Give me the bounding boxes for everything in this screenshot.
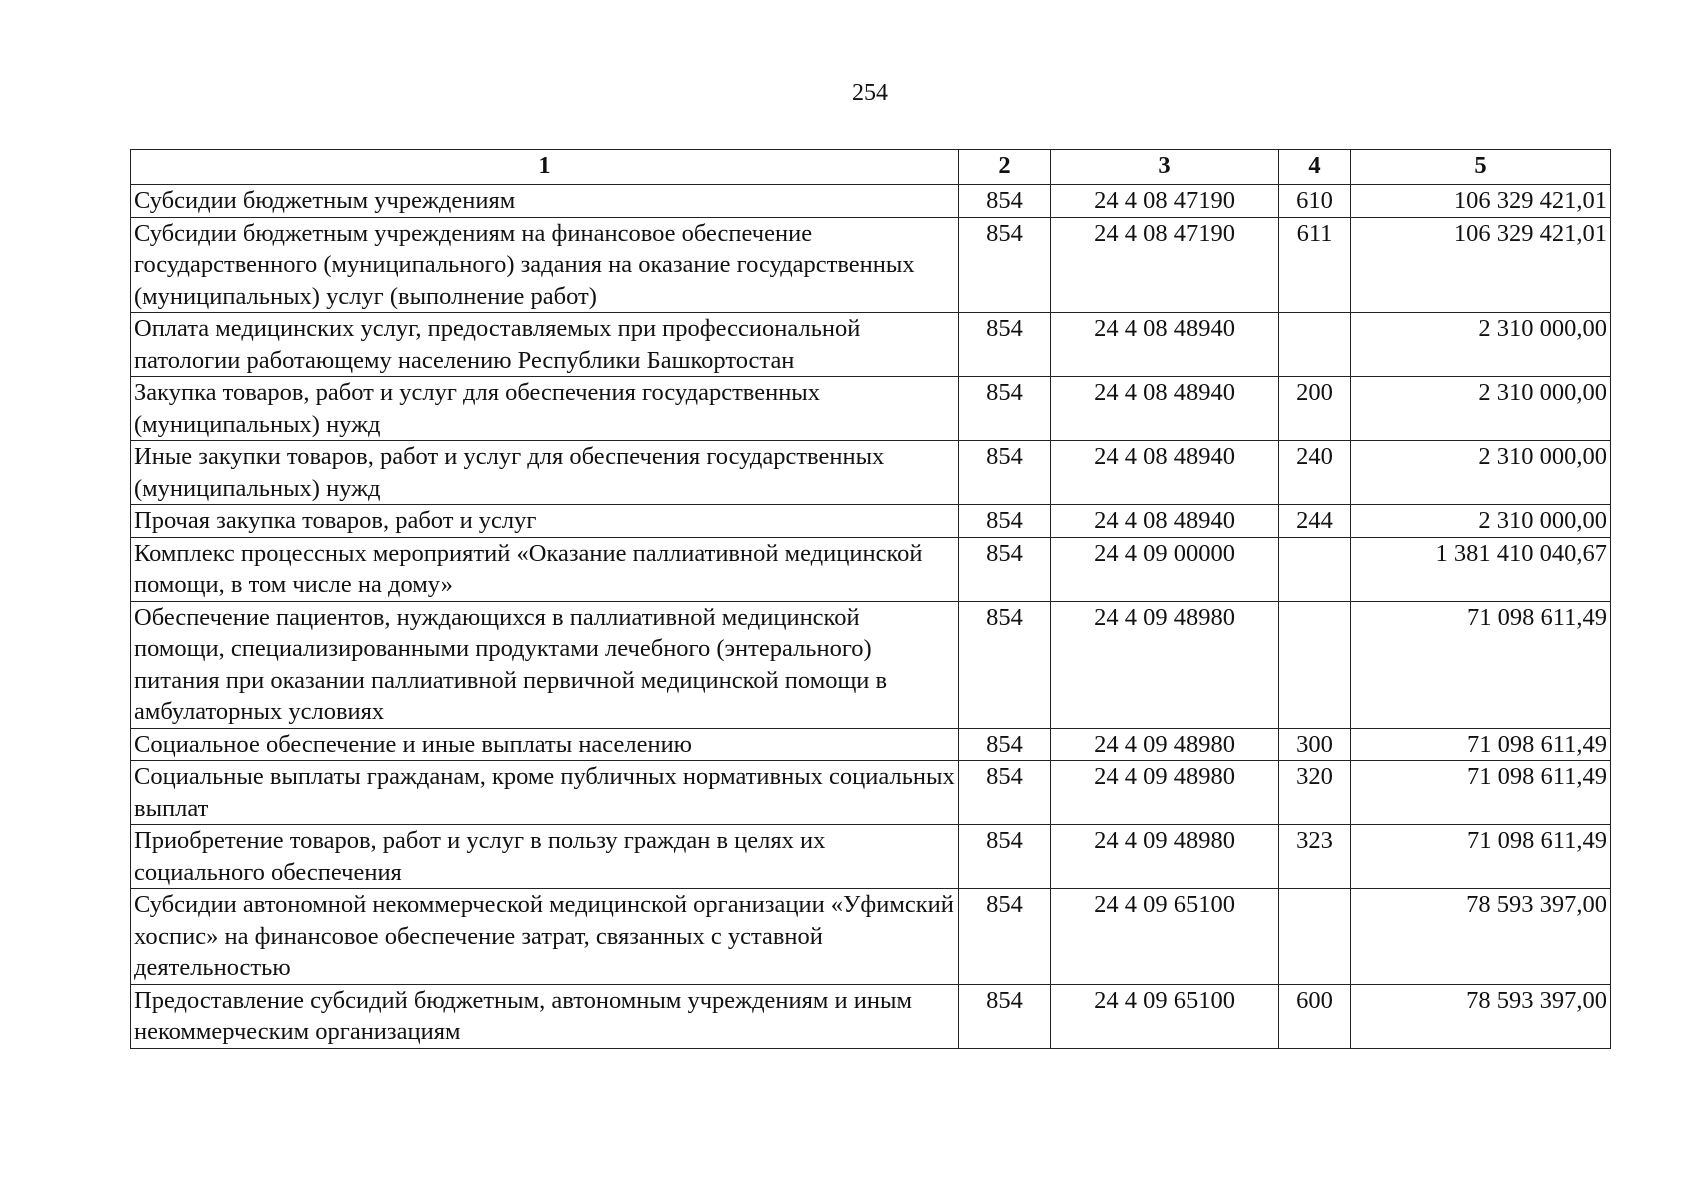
amount-cell: 106 329 421,01 bbox=[1351, 217, 1611, 313]
column-header: 4 bbox=[1279, 150, 1351, 185]
table-row bbox=[131, 313, 1611, 377]
table-row bbox=[131, 984, 1611, 1048]
amount-cell: 71 098 611,49 bbox=[1351, 825, 1611, 889]
admin-code-cell: 854 bbox=[959, 761, 1051, 825]
table-row bbox=[131, 441, 1611, 505]
target-article-cell: 24 4 09 48980 bbox=[1051, 825, 1279, 889]
admin-code-cell: 854 bbox=[959, 185, 1051, 218]
amount-cell: 1 381 410 040,67 bbox=[1351, 537, 1611, 601]
table-row bbox=[131, 761, 1611, 825]
target-article-cell: 24 4 09 48980 bbox=[1051, 728, 1279, 761]
target-article-cell: 24 4 08 48940 bbox=[1051, 505, 1279, 538]
expense-type-cell: 200 bbox=[1279, 377, 1351, 441]
expense-type-cell bbox=[1279, 601, 1351, 728]
budget-table bbox=[130, 149, 1611, 1049]
expense-type-cell: 320 bbox=[1279, 761, 1351, 825]
page-number: 254 bbox=[852, 80, 888, 106]
table-row bbox=[131, 889, 1611, 985]
table-row bbox=[131, 377, 1611, 441]
amount-cell: 2 310 000,00 bbox=[1351, 505, 1611, 538]
expense-type-cell bbox=[1279, 537, 1351, 601]
expense-type-cell bbox=[1279, 313, 1351, 377]
row-name-cell: Социальные выплаты гражданам, кроме публичных нормативных социальных выплат bbox=[131, 761, 959, 825]
row-name-cell: Иные закупки товаров, работ и услуг для обеспечения государственных (муниципальных) нужд bbox=[131, 441, 959, 505]
target-article-cell: 24 4 08 47190 bbox=[1051, 185, 1279, 218]
row-name-cell: Закупка товаров, работ и услуг для обеспечения государственных (муниципальных) нужд bbox=[131, 377, 959, 441]
admin-code-cell: 854 bbox=[959, 889, 1051, 985]
table-row bbox=[131, 505, 1611, 538]
row-name-cell: Субсидии автономной некоммерческой медицинской организации «Уфимский хоспис» на финансовое обеспечение затрат, связанных с уставной деятельностью bbox=[131, 889, 959, 985]
table-header-row bbox=[131, 150, 1611, 185]
amount-cell: 71 098 611,49 bbox=[1351, 728, 1611, 761]
row-name-cell: Социальное обеспечение и иные выплаты населению bbox=[131, 728, 959, 761]
row-name-cell: Прочая закупка товаров, работ и услуг bbox=[131, 505, 959, 538]
target-article-cell: 24 4 08 47190 bbox=[1051, 217, 1279, 313]
table-row bbox=[131, 217, 1611, 313]
admin-code-cell: 854 bbox=[959, 537, 1051, 601]
admin-code-cell: 854 bbox=[959, 505, 1051, 538]
expense-type-cell: 323 bbox=[1279, 825, 1351, 889]
admin-code-cell: 854 bbox=[959, 728, 1051, 761]
admin-code-cell: 854 bbox=[959, 377, 1051, 441]
table-row bbox=[131, 825, 1611, 889]
target-article-cell: 24 4 08 48940 bbox=[1051, 377, 1279, 441]
target-article-cell: 24 4 09 00000 bbox=[1051, 537, 1279, 601]
target-article-cell: 24 4 08 48940 bbox=[1051, 313, 1279, 377]
row-name-cell: Комплекс процессных мероприятий «Оказание паллиативной медицинской помощи, в том числе на дому» bbox=[131, 537, 959, 601]
table-row bbox=[131, 728, 1611, 761]
column-header: 5 bbox=[1351, 150, 1611, 185]
admin-code-cell: 854 bbox=[959, 984, 1051, 1048]
row-name-cell: Предоставление субсидий бюджетным, автономным учреждениям и иным некоммерческим организациям bbox=[131, 984, 959, 1048]
expense-type-cell: 300 bbox=[1279, 728, 1351, 761]
expense-type-cell: 611 bbox=[1279, 217, 1351, 313]
row-name-cell: Субсидии бюджетным учреждениям bbox=[131, 185, 959, 218]
amount-cell: 2 310 000,00 bbox=[1351, 313, 1611, 377]
admin-code-cell: 854 bbox=[959, 825, 1051, 889]
amount-cell: 2 310 000,00 bbox=[1351, 377, 1611, 441]
table-row bbox=[131, 537, 1611, 601]
amount-cell: 2 310 000,00 bbox=[1351, 441, 1611, 505]
column-header: 2 bbox=[959, 150, 1051, 185]
admin-code-cell: 854 bbox=[959, 441, 1051, 505]
expense-type-cell: 600 bbox=[1279, 984, 1351, 1048]
expense-type-cell: 244 bbox=[1279, 505, 1351, 538]
expense-type-cell: 240 bbox=[1279, 441, 1351, 505]
target-article-cell: 24 4 09 65100 bbox=[1051, 984, 1279, 1048]
admin-code-cell: 854 bbox=[959, 217, 1051, 313]
table-body bbox=[131, 185, 1611, 1049]
expense-type-cell bbox=[1279, 889, 1351, 985]
amount-cell: 106 329 421,01 bbox=[1351, 185, 1611, 218]
amount-cell: 78 593 397,00 bbox=[1351, 889, 1611, 985]
table-row bbox=[131, 601, 1611, 728]
table-row bbox=[131, 185, 1611, 218]
row-name-cell: Оплата медицинских услуг, предоставляемых при профессиональной патологии работающему населению Республики Башкортостан bbox=[131, 313, 959, 377]
amount-cell: 71 098 611,49 bbox=[1351, 761, 1611, 825]
target-article-cell: 24 4 08 48940 bbox=[1051, 441, 1279, 505]
target-article-cell: 24 4 09 48980 bbox=[1051, 761, 1279, 825]
row-name-cell: Приобретение товаров, работ и услуг в пользу граждан в целях их социального обеспечения bbox=[131, 825, 959, 889]
target-article-cell: 24 4 09 48980 bbox=[1051, 601, 1279, 728]
amount-cell: 78 593 397,00 bbox=[1351, 984, 1611, 1048]
admin-code-cell: 854 bbox=[959, 313, 1051, 377]
column-header: 3 bbox=[1051, 150, 1279, 185]
target-article-cell: 24 4 09 65100 bbox=[1051, 889, 1279, 985]
amount-cell: 71 098 611,49 bbox=[1351, 601, 1611, 728]
row-name-cell: Субсидии бюджетным учреждениям на финансовое обеспечение государственного (муниципального) задания на оказание государственных (муниципальных) услуг (выполнение работ) bbox=[131, 217, 959, 313]
column-header: 1 bbox=[131, 150, 959, 185]
admin-code-cell: 854 bbox=[959, 601, 1051, 728]
expense-type-cell: 610 bbox=[1279, 185, 1351, 218]
row-name-cell: Обеспечение пациентов, нуждающихся в паллиативной медицинской помощи, специализированными продуктами лечебного (энтерального) питания при оказании паллиативной первичной медицинской помощи в амбулаторных условиях bbox=[131, 601, 959, 728]
